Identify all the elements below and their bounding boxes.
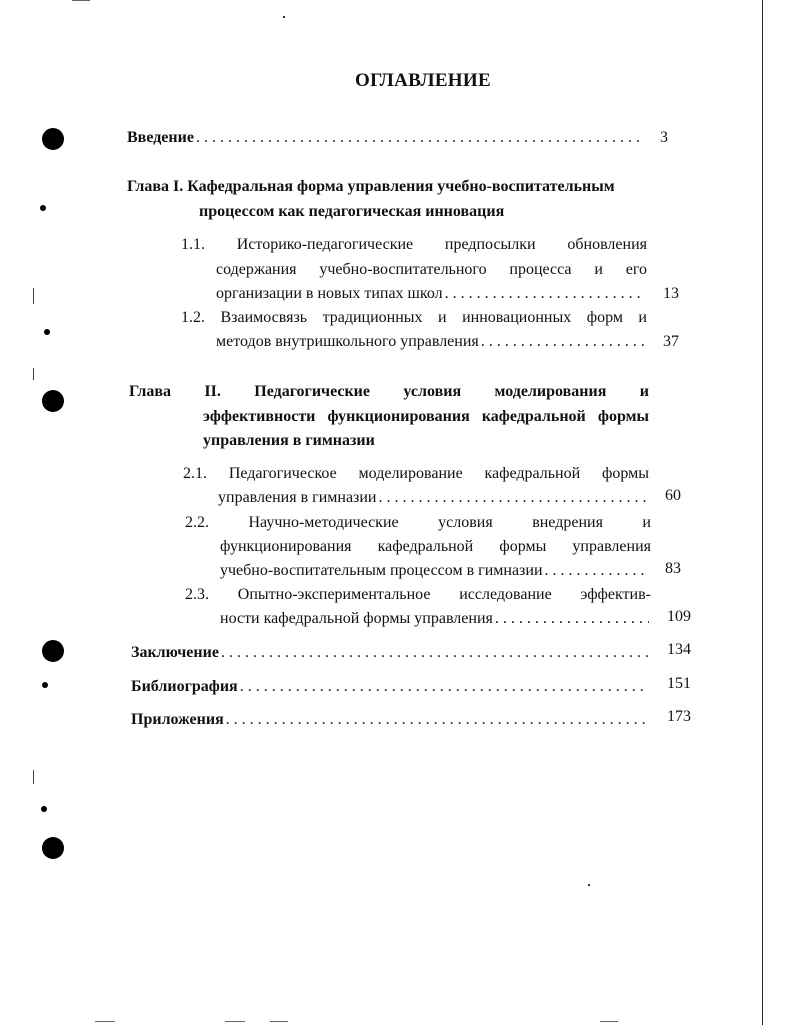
toc-entry-1-1[interactable]: 1.1. Историко-педагогические предпосылки обновления — [181, 236, 647, 253]
toc-label: организации в новых типах школ — [216, 285, 443, 302]
chapter-1-heading-cont: процессом как педагогическая инновация — [199, 203, 505, 220]
toc-entry-1-2-last — [216, 330, 647, 355]
dot-leader — [445, 282, 645, 307]
scan-dash — [225, 1021, 245, 1022]
toc-label: ности кафедральной формы управления — [220, 610, 493, 627]
toc-entry-bibliography[interactable] — [131, 675, 651, 700]
toc-entry-2-2[interactable]: 2.2. Научно-методические условия внедрения и — [185, 514, 651, 531]
toc-entry-1-1-last — [216, 282, 647, 307]
scan-mark — [41, 806, 47, 812]
scan-speck — [283, 16, 285, 18]
toc-entry-1-1-cont: содержания учебно-воспитательного процесса и его — [216, 261, 647, 278]
binder-hole — [42, 128, 64, 150]
binder-hole — [42, 390, 64, 412]
toc-entry-2-2-last — [220, 559, 651, 584]
toc-page-number: 3 — [660, 129, 668, 146]
toc-page-number: 37 — [663, 333, 679, 350]
dot-leader — [196, 126, 640, 151]
toc-label: Заключение — [131, 644, 219, 661]
toc-label: Библиография — [131, 678, 238, 695]
scan-mark — [40, 205, 46, 211]
binder-hole — [42, 640, 64, 662]
binder-hole — [42, 837, 64, 859]
toc-page-number: 134 — [667, 641, 691, 658]
toc-page-number: 151 — [667, 675, 691, 692]
chapter-1-heading[interactable]: Глава I. Кафедральная форма управления учебно-воспитательным — [127, 178, 615, 195]
scan-dash — [600, 1021, 618, 1022]
dot-leader — [545, 559, 650, 584]
scan-speck — [588, 884, 590, 886]
toc-label: методов внутришкольного управления — [216, 333, 479, 350]
page-title: ОГЛАВЛЕНИЕ — [355, 70, 491, 91]
scan-tick — [33, 770, 34, 784]
dot-leader — [481, 330, 645, 355]
toc-entry-conclusion[interactable] — [131, 641, 651, 666]
scan-mark — [44, 329, 50, 335]
chapter-2-heading-cont: эффективности функционирования кафедральной формы — [203, 408, 649, 425]
chapter-2-heading[interactable]: Глава II. Педагогические условия моделирования и — [129, 383, 649, 400]
scan-tick — [33, 288, 34, 304]
dot-leader — [379, 486, 648, 511]
chapter-2-heading-cont: управления в гимназии — [203, 432, 375, 449]
scan-tick — [33, 368, 34, 380]
dot-leader — [495, 607, 649, 632]
page-edge-line — [762, 0, 763, 1025]
toc-label: управления в гимназии — [218, 489, 377, 506]
toc-label: Введение — [127, 129, 194, 146]
toc-page-number: 83 — [665, 560, 681, 577]
toc-entry-2-1[interactable]: 2.1. Педагогическое моделирование кафедральной формы — [183, 465, 649, 482]
dot-leader — [221, 641, 649, 666]
toc-entry-2-3-last — [220, 607, 651, 632]
dot-leader — [240, 675, 649, 700]
scan-dash — [72, 0, 90, 1]
toc-page-number: 109 — [667, 608, 691, 625]
dot-leader — [226, 708, 649, 733]
toc-label: Приложения — [131, 711, 224, 728]
toc-page-number: 60 — [665, 487, 681, 504]
toc-entry-2-1-last — [218, 486, 649, 511]
scan-dash — [95, 1021, 115, 1022]
toc-entry-1-2[interactable]: 1.2. Взаимосвязь традиционных и инновационных форм и — [181, 309, 647, 326]
toc-entry-appendices[interactable] — [131, 708, 651, 733]
toc-entry-intro[interactable] — [127, 126, 642, 151]
toc-page-number: 13 — [663, 285, 679, 302]
toc-label: учебно-воспитательным процессом в гимназии — [220, 562, 543, 579]
toc-entry-2-3[interactable]: 2.3. Опытно-экспериментальное исследование эффектив- — [185, 586, 651, 603]
toc-entry-2-2-cont: функционирования кафедральной формы управления — [220, 538, 651, 555]
scan-mark — [42, 682, 48, 688]
toc-page-number: 173 — [667, 708, 691, 725]
scan-dash — [270, 1021, 288, 1022]
